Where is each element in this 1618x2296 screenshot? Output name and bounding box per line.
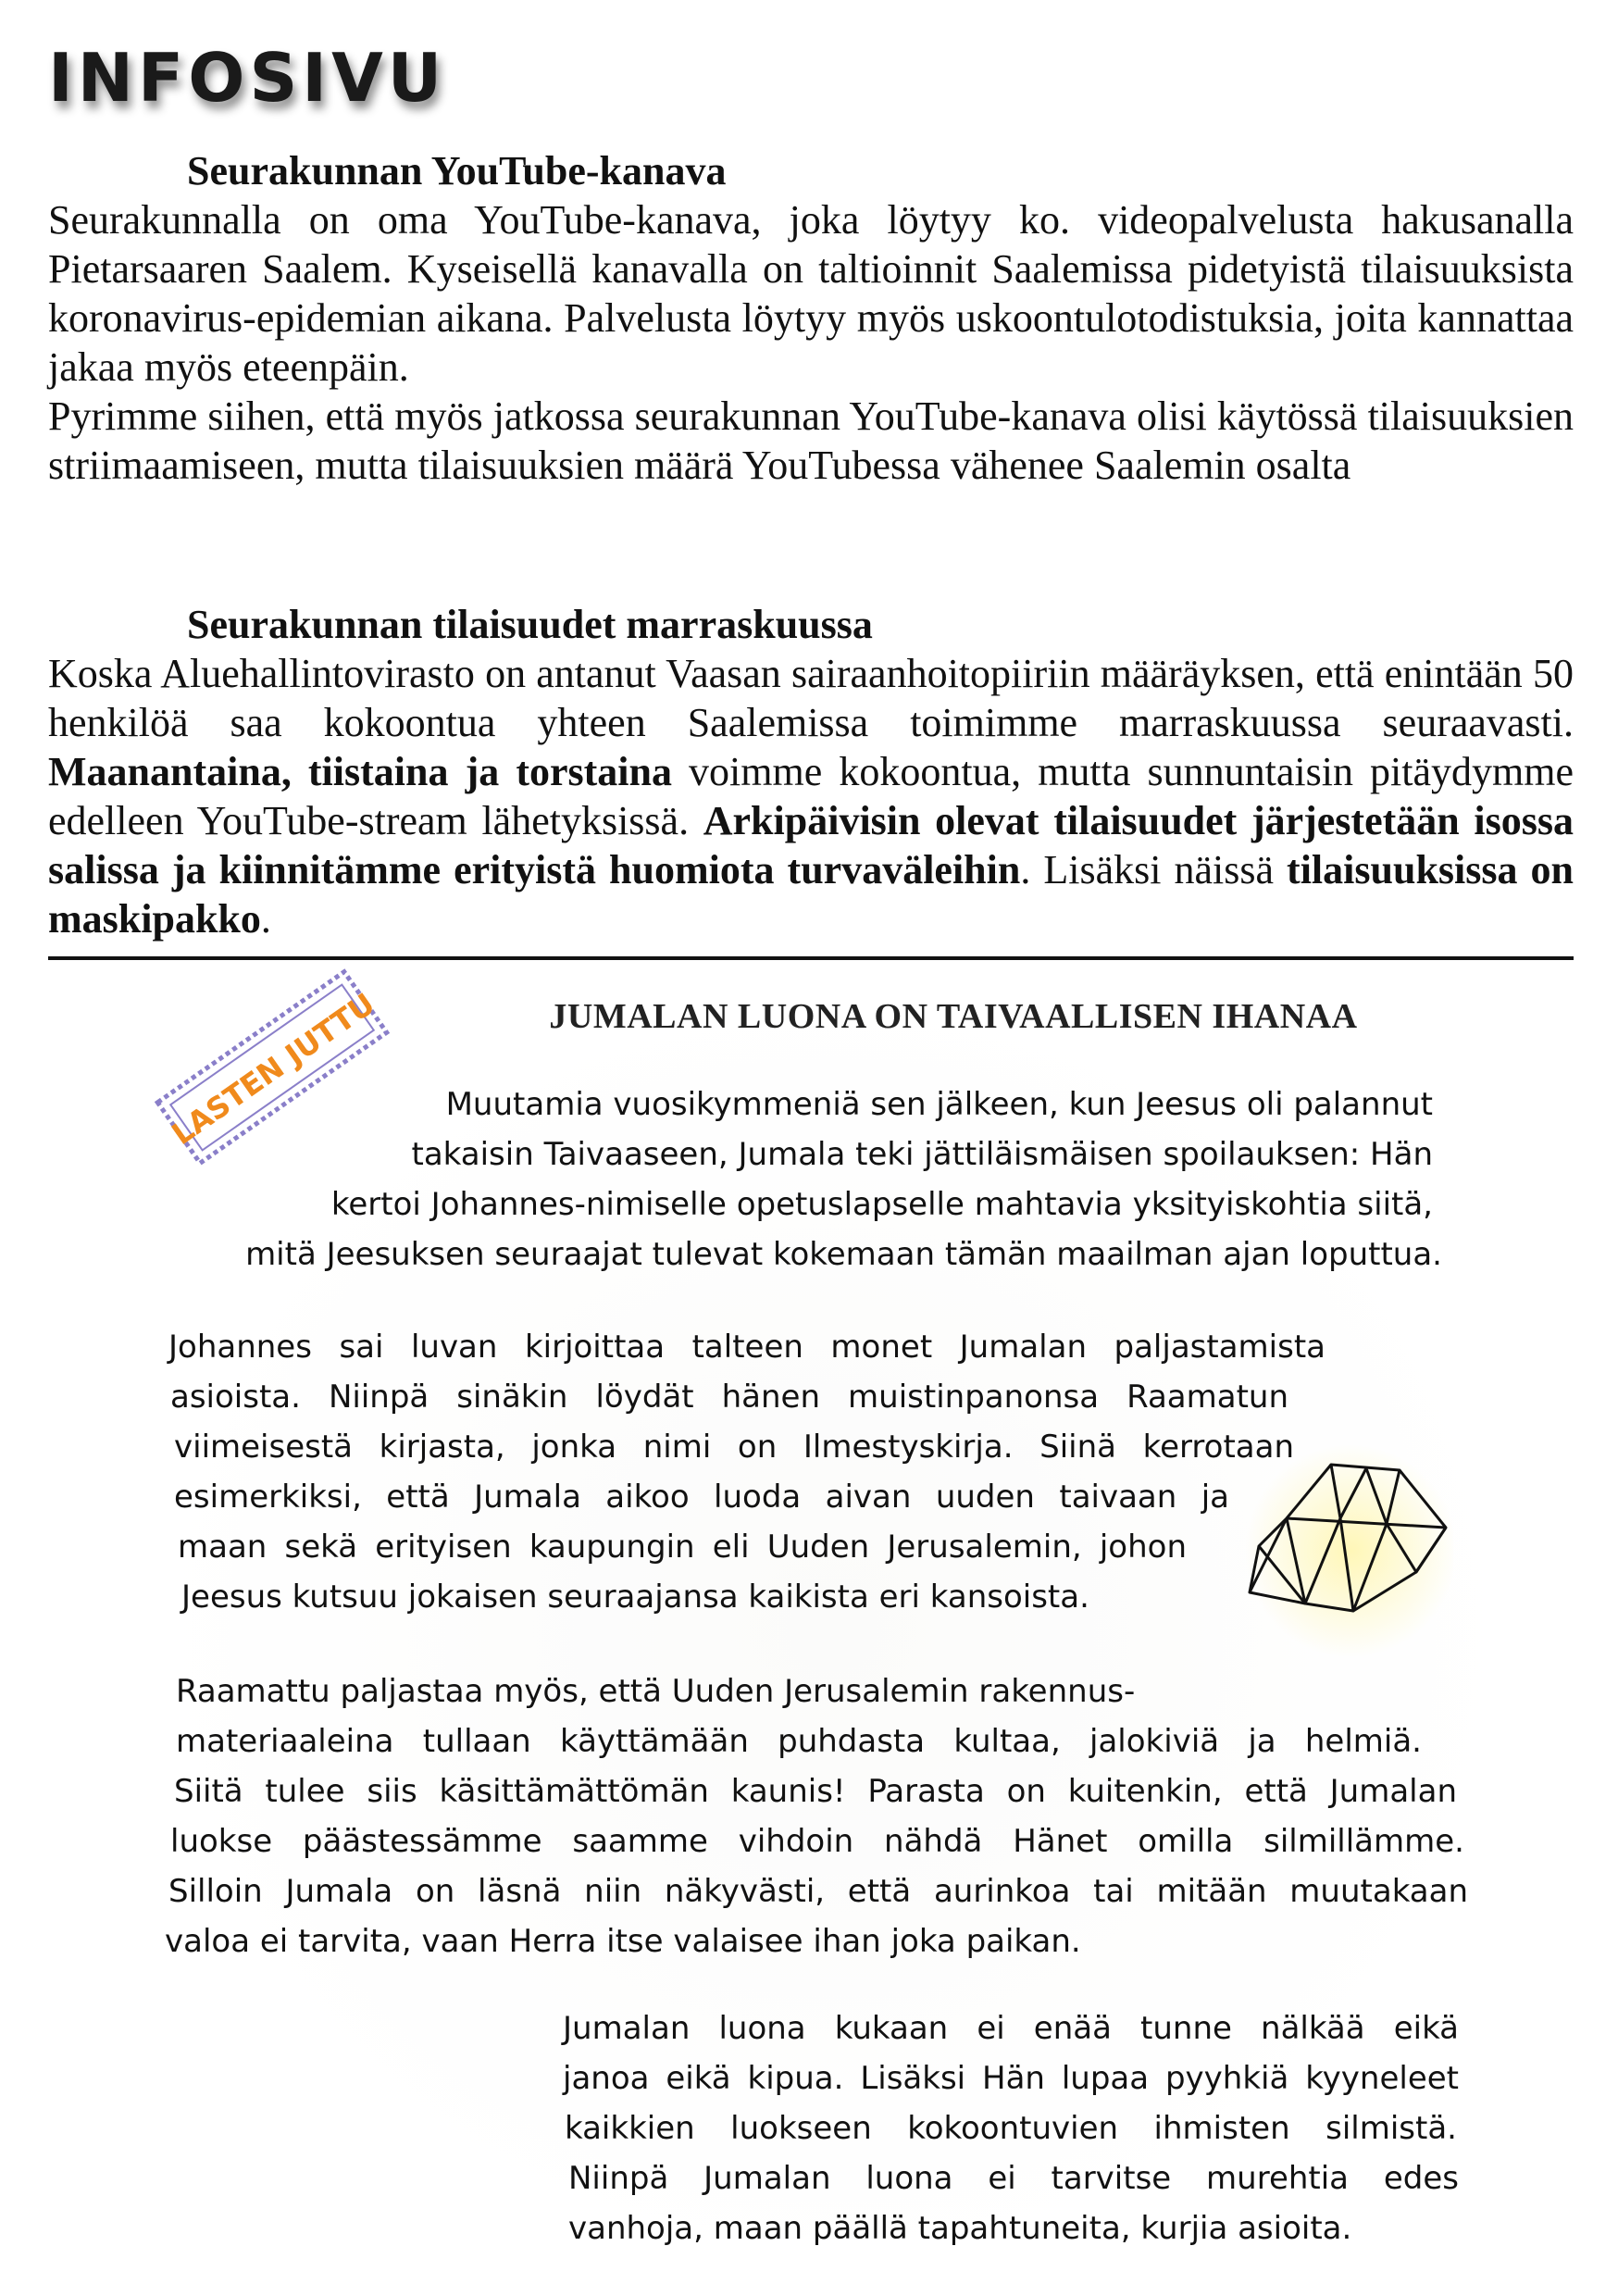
section-divider bbox=[48, 956, 1574, 960]
kids-p1-line-1: Muutamia vuosikymmeniä sen jälkeen, kun Jeesus oli palannut bbox=[445, 1086, 1433, 1123]
november-text-1: Koska Aluehallintovirasto on antanut Vaasan sairaanhoitopiiriin määräyksen, että enintään 50 henkilöä saa kokoontua yhteen Saalemissa toimimme marraskuussa seuraavasti. bbox=[48, 651, 1574, 745]
kids-paragraph-1 bbox=[202, 1079, 1442, 1279]
kids-p2-line-3: viimeisestä kirjasta, jonka nimi on Ilmestyskirja. Siinä kerrotaan bbox=[174, 1429, 1294, 1466]
kids-p4-line-4: Niinpä Jumalan luona ei tarvitse murehtia edes bbox=[568, 2160, 1459, 2197]
november-text-2: voimme kokoontua, mutta sunnuntaisin pitäydymme edelleen YouTube-stream lähetyksissä. bbox=[48, 749, 1574, 843]
kids-p3-line-5: Silloin Jumala on läsnä niin näkyvästi, että aurinkoa tai mitään muutakaan bbox=[168, 1873, 1468, 1910]
youtube-paragraph-2: Pyrimme siihen, että myös jatkossa seurakunnan YouTube-kanava olisi käytössä tilaisuuksien striimaamiseen, mutta tilaisuuksien määrä YouTubessa vähenee Saalemin osalta bbox=[48, 393, 1574, 488]
kids-p1-line-4: mitä Jeesuksen seuraajat tulevat kokemaan tämän maailman ajan loputtua. bbox=[245, 1236, 1442, 1273]
november-bold-days: Maanantaina, tiistaina ja torstaina bbox=[48, 749, 672, 794]
section-title-november: Seurakunnan tilaisuudet marraskuussa bbox=[187, 602, 873, 647]
kids-p3-line-1: Raamattu paljastaa myös, että Uuden Jerusalemin rakennus- bbox=[176, 1673, 1136, 1710]
kids-title: JUMALAN LUONA ON TAIVAALLISEN IHANAA bbox=[549, 997, 1358, 1036]
section-youtube-body bbox=[48, 195, 1574, 490]
kids-p1-line-3: kertoi Johannes-nimiselle opetuslapselle mahtavia yksityiskohtia siitä, bbox=[330, 1186, 1433, 1223]
november-text-4: . bbox=[260, 896, 271, 942]
kids-p1-line-2: takaisin Taivaaseen, Jumala teki jättiläismäisen spoilauksen: Hän bbox=[411, 1136, 1433, 1173]
stamp-label: LASTEN JUTTU bbox=[165, 986, 381, 1153]
november-bold-hall: Arkipäivisin olevat tilaisuudet järjestetään isossa salissa ja kiinnitämme erityistä huomiota turvaväleihin bbox=[48, 798, 1574, 892]
kids-p3-line-6: valoa ei tarvita, vaan Herra itse valaisee ihan joka paikan. bbox=[165, 1923, 1081, 1960]
kids-p4-line-5: vanhoja, maan päällä tapahtuneita, kurjia asioita. bbox=[568, 2210, 1352, 2247]
november-text-3: . Lisäksi näissä bbox=[1020, 847, 1288, 892]
section-title-youtube: Seurakunnan YouTube-kanava bbox=[187, 148, 727, 193]
kids-p3-line-3: Siitä tulee siis käsittämättömän kaunis! Parasta on kuitenkin, että Jumalan bbox=[174, 1773, 1457, 1810]
kids-p2-line-2: asioista. Niinpä sinäkin löydät hänen muistinpanonsa Raamatun bbox=[170, 1379, 1288, 1416]
kids-p4-line-2: janoa eikä kipua. Lisäksi Hän lupaa pyyhkiä kyyneleet bbox=[563, 2060, 1459, 2097]
kids-p3-line-4: luokse päästessämme saamme vihdoin nähdä Hänet omilla silmillämme. bbox=[170, 1823, 1464, 1860]
kids-p4-line-1: Jumalan luona kukaan ei enää tunne nälkää eikä bbox=[563, 2010, 1459, 2047]
kids-p3-line-2: materiaaleina tullaan käyttämään puhdasta kultaa, jalokiviä ja helmiä. bbox=[176, 1723, 1422, 1760]
november-bold-mask: tilaisuuksissa on maskipakko bbox=[48, 847, 1574, 942]
kids-p2-line-4: esimerkiksi, että Jumala aikoo luoda aivan uuden taivaan ja bbox=[174, 1479, 1229, 1516]
youtube-paragraph-1: Seurakunnalla on oma YouTube-kanava, joka löytyy ko. videopalvelusta hakusanalla Pietarsaaren Saalem. Kyseisellä kanavalla on taltioinnit Saalemissa pidetyistä tilaisuuksista koronavirus-epidemian aikana. Palvelusta löytyy myös uskoontulotodistuksia, joita kannattaa jakaa myös eteenpäin. bbox=[48, 197, 1574, 390]
kids-paragraph-2 bbox=[168, 1322, 1326, 1622]
section-november-body bbox=[48, 649, 1574, 943]
diamond-icon bbox=[1231, 1444, 1453, 1666]
kids-p4-line-3: kaikkien luokseen kokoontuvien ihmisten silmistä. bbox=[565, 2110, 1457, 2147]
kids-paragraph-4 bbox=[563, 2003, 1461, 2253]
kids-p2-line-1: Johannes sai luvan kirjoittaa talteen monet Jumalan paljastamista bbox=[168, 1329, 1326, 1366]
kids-p2-line-5: maan sekä erityisen kaupungin eli Uuden Jerusalemin, johon bbox=[178, 1529, 1187, 1566]
november-paragraph bbox=[48, 649, 1574, 943]
page-logo-title: INFOSIVU bbox=[48, 39, 447, 117]
kids-p2-line-6: Jeesus kutsuu jokaisen seuraajansa kaikista eri kansoista. bbox=[181, 1578, 1089, 1616]
kids-paragraph-3 bbox=[165, 1666, 1470, 1966]
